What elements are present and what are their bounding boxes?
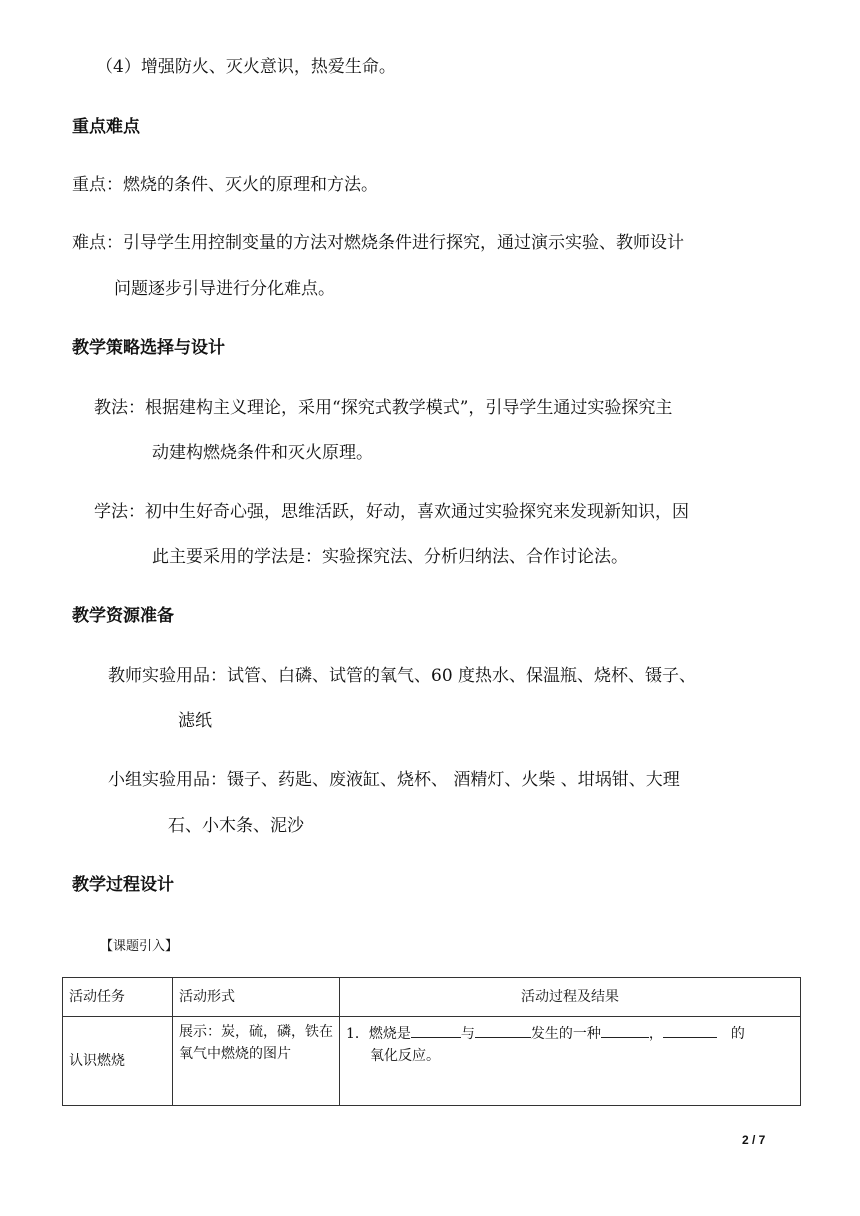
header-activity-result: 活动过程及结果 <box>340 978 801 1017</box>
header-activity-task: 活动任务 <box>63 978 173 1017</box>
key-point-focus: 重点：燃烧的条件、灭火的原理和方法。 <box>72 175 378 195</box>
result-line1 <box>346 1021 794 1045</box>
result-text-2: 与 <box>460 1026 475 1042</box>
resources-teacher-line2: 滤纸 <box>178 711 212 731</box>
resources-teacher-line1: 教师实验用品：试管、白磷、试管的氧气、60 度热水、保温瓶、烧杯、镊子、 <box>108 666 697 686</box>
strategy-teaching-line2: 动建构燃烧条件和灭火原理。 <box>152 443 373 463</box>
section-heading-process: 教学过程设计 <box>72 875 174 895</box>
fill-blank-4[interactable] <box>663 1021 717 1038</box>
result-text-5: 的 <box>730 1026 745 1042</box>
cell-form: 展示：炭，硫，磷，铁在氧气中燃烧的图片 <box>173 1017 340 1106</box>
page-number: 2 / 7 <box>742 1133 766 1147</box>
table-header-row <box>63 978 801 1017</box>
result-number: 1． <box>346 1026 369 1042</box>
fill-blank-2[interactable] <box>475 1021 531 1038</box>
topic-intro-label: 【课题引入】 <box>100 939 179 954</box>
section-heading-key-points: 重点难点 <box>72 117 140 137</box>
cell-result <box>340 1017 801 1106</box>
table-row <box>63 1017 801 1106</box>
header-activity-form: 活动形式 <box>173 978 340 1017</box>
section-heading-strategy: 教学策略选择与设计 <box>72 338 225 358</box>
fill-blank-3[interactable] <box>601 1021 649 1038</box>
key-point-difficulty-line1: 难点：引导学生用控制变量的方法对燃烧条件进行探究，通过演示实验、教师设计 <box>72 233 684 253</box>
strategy-learning-line2: 此主要采用的学法是：实验探究法、分析归纳法、合作讨论法。 <box>152 547 628 567</box>
result-text-4: ， <box>648 1026 663 1042</box>
strategy-teaching-line1: 教法：根据建构主义理论，采用“探究式教学模式”，引导学生通过实验探究主 <box>94 398 673 418</box>
cell-task: 认识燃烧 <box>63 1017 173 1106</box>
key-point-difficulty-line2: 问题逐步引导进行分化难点。 <box>114 279 335 299</box>
result-text-3: 发生的一种 <box>530 1026 601 1042</box>
objective-item-4: （4）增强防火、灭火意识，热爱生命。 <box>96 57 396 77</box>
activity-table <box>62 977 801 1106</box>
fill-blank-1[interactable] <box>411 1021 461 1038</box>
strategy-learning-line1: 学法：初中生好奇心强，思维活跃，好动，喜欢通过实验探究来发现新知识，因 <box>94 502 689 522</box>
section-heading-resources: 教学资源准备 <box>72 606 174 626</box>
result-text-1: 燃烧是 <box>368 1026 411 1042</box>
resources-group-line1: 小组实验用品：镊子、药匙、废液缸、烧杯、 酒精灯、火柴 、坩埚钳、大理 <box>108 770 680 790</box>
resources-group-line2: 石、小木条、泥沙 <box>168 816 304 836</box>
result-line2: 氧化反应。 <box>370 1048 440 1064</box>
